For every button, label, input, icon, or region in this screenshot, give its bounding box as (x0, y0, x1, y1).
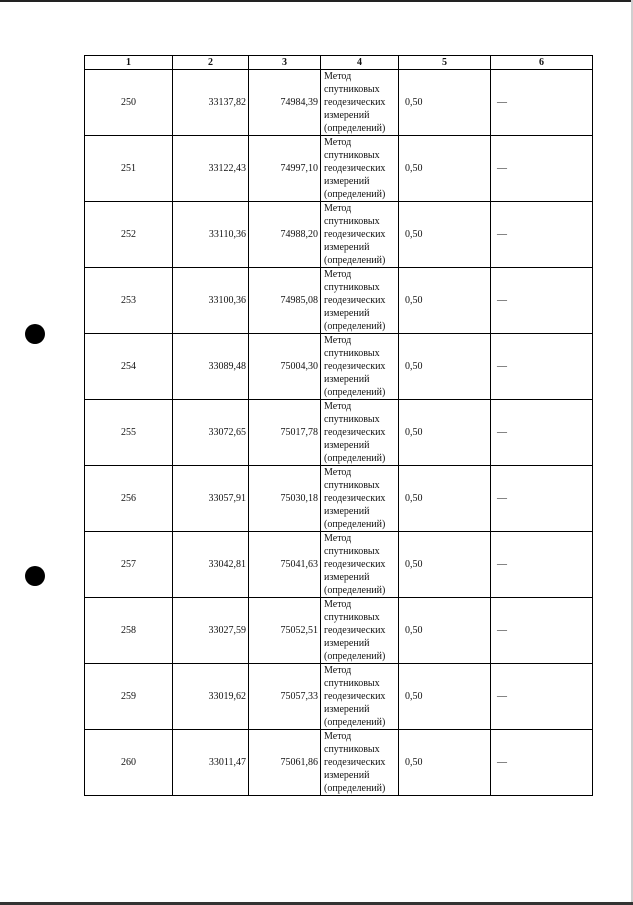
x-coordinate-cell: 33137,82 (173, 70, 249, 136)
y-coordinate-cell: 74985,08 (249, 268, 321, 334)
method-cell: Метод спутниковых геодезических измерений (определений) (321, 70, 399, 136)
table-row (85, 400, 593, 466)
x-coordinate-cell: 33019,62 (173, 664, 249, 730)
column-header: 1 (85, 56, 173, 70)
note-cell: — (491, 70, 593, 136)
point-number-cell: 255 (85, 400, 173, 466)
table-row (85, 598, 593, 664)
x-coordinate-cell: 33089,48 (173, 334, 249, 400)
punch-hole (25, 566, 45, 586)
x-coordinate-cell: 33072,65 (173, 400, 249, 466)
point-number-cell: 251 (85, 136, 173, 202)
x-coordinate-cell: 33110,36 (173, 202, 249, 268)
y-coordinate-cell: 75061,86 (249, 730, 321, 796)
y-coordinate-cell: 75052,51 (249, 598, 321, 664)
accuracy-cell: 0,50 (399, 70, 491, 136)
method-cell: Метод спутниковых геодезических измерений (определений) (321, 466, 399, 532)
column-header: 4 (321, 56, 399, 70)
y-coordinate-cell: 75041,63 (249, 532, 321, 598)
x-coordinate-cell: 33042,81 (173, 532, 249, 598)
point-number-cell: 256 (85, 466, 173, 532)
column-header: 2 (173, 56, 249, 70)
note-cell: — (491, 202, 593, 268)
point-number-cell: 260 (85, 730, 173, 796)
accuracy-cell: 0,50 (399, 400, 491, 466)
note-cell: — (491, 466, 593, 532)
table-row (85, 70, 593, 136)
table-row (85, 136, 593, 202)
y-coordinate-cell: 74988,20 (249, 202, 321, 268)
accuracy-cell: 0,50 (399, 202, 491, 268)
method-cell: Метод спутниковых геодезических измерений (определений) (321, 664, 399, 730)
x-coordinate-cell: 33027,59 (173, 598, 249, 664)
method-cell: Метод спутниковых геодезических измерений (определений) (321, 598, 399, 664)
note-cell: — (491, 136, 593, 202)
method-cell: Метод спутниковых геодезических измерений (определений) (321, 730, 399, 796)
accuracy-cell: 0,50 (399, 532, 491, 598)
accuracy-cell: 0,50 (399, 598, 491, 664)
punch-hole (25, 324, 45, 344)
method-cell: Метод спутниковых геодезических измерений (определений) (321, 136, 399, 202)
accuracy-cell: 0,50 (399, 268, 491, 334)
accuracy-cell: 0,50 (399, 730, 491, 796)
coordinates-table (84, 55, 593, 796)
note-cell: — (491, 532, 593, 598)
table-row (85, 202, 593, 268)
accuracy-cell: 0,50 (399, 136, 491, 202)
accuracy-cell: 0,50 (399, 334, 491, 400)
method-cell: Метод спутниковых геодезических измерений (определений) (321, 400, 399, 466)
point-number-cell: 258 (85, 598, 173, 664)
x-coordinate-cell: 33057,91 (173, 466, 249, 532)
column-header: 3 (249, 56, 321, 70)
column-header: 6 (491, 56, 593, 70)
y-coordinate-cell: 75004,30 (249, 334, 321, 400)
table-row (85, 664, 593, 730)
table-row (85, 268, 593, 334)
note-cell: — (491, 334, 593, 400)
x-coordinate-cell: 33100,36 (173, 268, 249, 334)
y-coordinate-cell: 75057,33 (249, 664, 321, 730)
y-coordinate-cell: 75030,18 (249, 466, 321, 532)
page-edge-top (0, 0, 633, 2)
x-coordinate-cell: 33011,47 (173, 730, 249, 796)
point-number-cell: 254 (85, 334, 173, 400)
y-coordinate-cell: 74984,39 (249, 70, 321, 136)
method-cell: Метод спутниковых геодезических измерений (определений) (321, 334, 399, 400)
accuracy-cell: 0,50 (399, 466, 491, 532)
table-row (85, 334, 593, 400)
note-cell: — (491, 664, 593, 730)
y-coordinate-cell: 74997,10 (249, 136, 321, 202)
note-cell: — (491, 268, 593, 334)
column-header: 5 (399, 56, 491, 70)
note-cell: — (491, 400, 593, 466)
table-body (85, 70, 593, 796)
table-row (85, 466, 593, 532)
point-number-cell: 252 (85, 202, 173, 268)
point-number-cell: 259 (85, 664, 173, 730)
table-row (85, 730, 593, 796)
accuracy-cell: 0,50 (399, 664, 491, 730)
note-cell: — (491, 730, 593, 796)
point-number-cell: 250 (85, 70, 173, 136)
table-row (85, 532, 593, 598)
table-header-row (85, 56, 593, 70)
method-cell: Метод спутниковых геодезических измерений (определений) (321, 202, 399, 268)
method-cell: Метод спутниковых геодезических измерений (определений) (321, 268, 399, 334)
point-number-cell: 257 (85, 532, 173, 598)
y-coordinate-cell: 75017,78 (249, 400, 321, 466)
point-number-cell: 253 (85, 268, 173, 334)
x-coordinate-cell: 33122,43 (173, 136, 249, 202)
method-cell: Метод спутниковых геодезических измерений (определений) (321, 532, 399, 598)
note-cell: — (491, 598, 593, 664)
